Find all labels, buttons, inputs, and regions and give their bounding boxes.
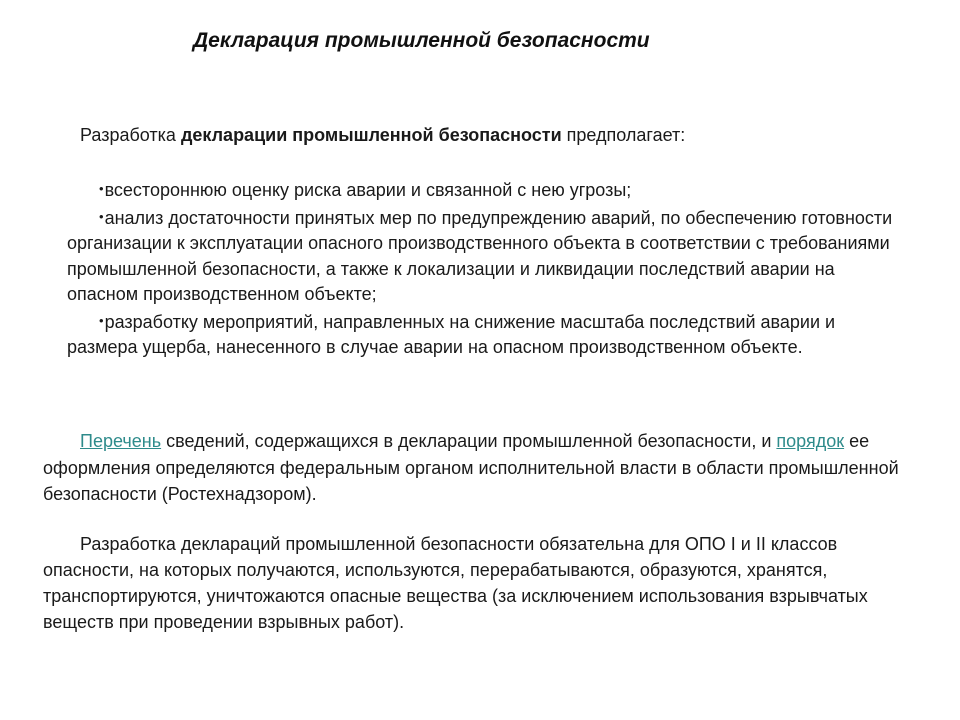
page-title: Декларация промышленной безопасности: [193, 29, 650, 52]
paragraph-text: сведений, содержащихся в декларации промышленной безопасности, и: [161, 431, 777, 451]
list-item: [67, 204, 897, 308]
bullet-icon: •: [99, 208, 104, 224]
order-link[interactable]: порядок: [776, 431, 845, 451]
intro-bold: декларации промышленной безопасности: [180, 125, 562, 145]
bullet-list: [67, 176, 897, 361]
list-item-text: всестороннюю оценку риска аварии и связанной с нею угрозы;: [104, 180, 632, 200]
paragraph-requirement: Разработка деклараций промышленной безопасности обязательна для ОПО I и II классов опасности, на которых получаются, используются, перерабатываются, образуются, хранятся, транспортируются, уничтожаются опасные вещества (за исключением использования взрывчатых веществ при проведении взрывных работ).: [43, 534, 868, 632]
bullet-icon: •: [99, 312, 104, 328]
list-item-text: разработку мероприятий, направленных на снижение масштаба последствий аварии и размера ущерба, нанесенного в случае аварии на опасном производственном объекте.: [67, 311, 836, 357]
bullet-icon: •: [99, 181, 104, 196]
list-item-text: анализ достаточности принятых мер по предупреждению аварий, по обеспечению готовности организации к эксплуатации опасного производственного объекта в соответствии с требованиями промышленной безопасности, а также к локализации и ликвидации последствий аварии на опасном производственном объекте;: [67, 207, 893, 304]
list-link[interactable]: Перечень: [80, 431, 162, 451]
intro-pre: Разработка: [80, 125, 181, 145]
list-item: [67, 176, 897, 204]
paragraph-list-order: [43, 428, 923, 508]
paragraph-text: ее оформления определяются федеральным органом исполнительной власти в области промышленной безопасности (Ростехнадзором).: [43, 431, 899, 504]
intro-text: [80, 125, 685, 146]
intro-post: предполагает:: [561, 125, 686, 145]
list-item: [67, 308, 897, 361]
